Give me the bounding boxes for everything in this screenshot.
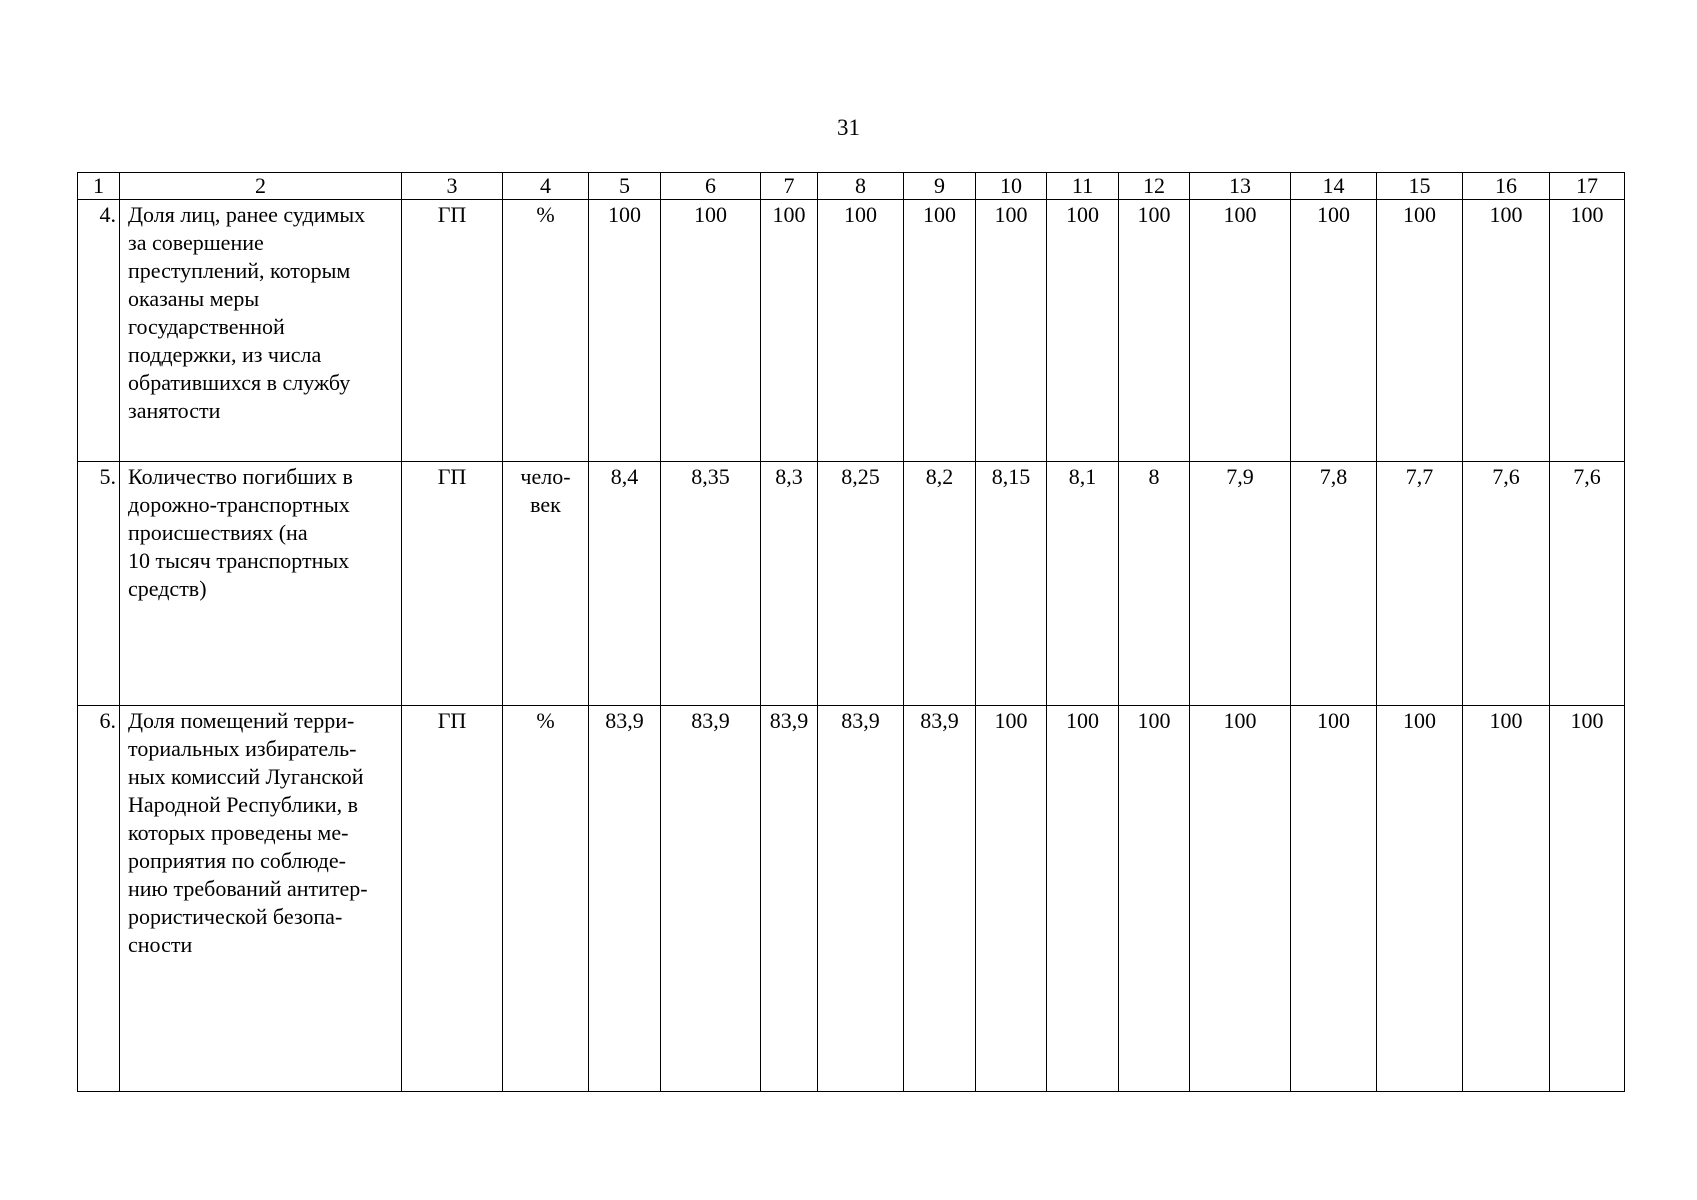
unit-cell: [503, 200, 589, 462]
value-cell: 7,6: [1550, 462, 1625, 706]
row-number: 5.: [78, 462, 120, 706]
description-line: ториальных избиратель-: [128, 736, 357, 761]
description-line: рористической безопа-: [128, 904, 343, 929]
value-cell: 100: [1463, 706, 1550, 1092]
column-number: 7: [761, 173, 818, 200]
program-cell: ГП: [402, 462, 503, 706]
description-line: обратившихся в службу: [128, 370, 351, 395]
column-number: 2: [120, 173, 402, 200]
description-line: сности: [128, 932, 193, 957]
value-cell: 100: [661, 200, 761, 462]
column-number: 10: [976, 173, 1047, 200]
value-cell: 100: [976, 200, 1047, 462]
value-cell: 100: [1190, 200, 1291, 462]
value-cell: 8,15: [976, 462, 1047, 706]
value-cell: 8,1: [1047, 462, 1119, 706]
description-line: Доля помещений терри-: [128, 708, 355, 733]
value-cell: 83,9: [904, 706, 976, 1092]
description-line: происшествиях (на: [128, 520, 308, 545]
row-number: 6.: [78, 706, 120, 1092]
column-number: 16: [1463, 173, 1550, 200]
value-cell: 100: [1377, 706, 1463, 1092]
column-number: 9: [904, 173, 976, 200]
unit-line: %: [536, 202, 555, 227]
description-line: дорожно-транспортных: [128, 492, 350, 517]
value-cell: 83,9: [761, 706, 818, 1092]
value-cell: 100: [1119, 706, 1190, 1092]
value-cell: 8,25: [818, 462, 904, 706]
value-cell: 100: [904, 200, 976, 462]
unit-line: век: [530, 492, 561, 517]
value-cell: 83,9: [661, 706, 761, 1092]
value-cell: 7,7: [1377, 462, 1463, 706]
description-line: нию требований антитер-: [128, 876, 368, 901]
value-cell: 100: [1291, 200, 1377, 462]
unit-line: %: [536, 708, 555, 733]
indicator-description: [120, 200, 402, 462]
column-number: 14: [1291, 173, 1377, 200]
value-cell: 100: [1377, 200, 1463, 462]
program-cell: ГП: [402, 200, 503, 462]
value-cell: 8,35: [661, 462, 761, 706]
value-cell: 100: [818, 200, 904, 462]
row-number: 4.: [78, 200, 120, 462]
description-line: оказаны меры: [128, 286, 260, 311]
value-cell: 100: [976, 706, 1047, 1092]
value-cell: 8,2: [904, 462, 976, 706]
value-cell: 100: [589, 200, 661, 462]
value-cell: 100: [1463, 200, 1550, 462]
indicator-description: [120, 706, 402, 1092]
column-number: 6: [661, 173, 761, 200]
table-row: [78, 462, 1625, 706]
value-cell: 8,4: [589, 462, 661, 706]
column-number: 17: [1550, 173, 1625, 200]
value-cell: 83,9: [589, 706, 661, 1092]
value-cell: 7,9: [1190, 462, 1291, 706]
value-cell: 8: [1119, 462, 1190, 706]
description-line: ных комиссий Луганской: [128, 764, 364, 789]
value-cell: 83,9: [818, 706, 904, 1092]
unit-cell: [503, 462, 589, 706]
value-cell: 100: [1119, 200, 1190, 462]
column-number: 8: [818, 173, 904, 200]
description-line: поддержки, из числа: [128, 342, 322, 367]
description-line: роприятия по соблюде-: [128, 848, 346, 873]
column-number-row: [78, 173, 1625, 200]
description-line: за совершение: [128, 230, 264, 255]
description-line: Доля лиц, ранее судимых: [128, 202, 366, 227]
value-cell: 100: [1190, 706, 1291, 1092]
unit-line: чело-: [520, 464, 571, 489]
description-line: государственной: [128, 314, 285, 339]
value-cell: 100: [1047, 706, 1119, 1092]
description-line: занятости: [128, 398, 221, 423]
value-cell: 100: [1550, 706, 1625, 1092]
value-cell: 7,6: [1463, 462, 1550, 706]
unit-cell: [503, 706, 589, 1092]
table-row: [78, 706, 1625, 1092]
column-number: 3: [402, 173, 503, 200]
column-number: 5: [589, 173, 661, 200]
description-line: преступлений, которым: [128, 258, 351, 283]
description-line: средств): [128, 576, 207, 601]
table-row: [78, 200, 1625, 462]
description-line: Количество погибших в: [128, 464, 353, 489]
column-number: 13: [1190, 173, 1291, 200]
column-number: 15: [1377, 173, 1463, 200]
value-cell: 100: [1550, 200, 1625, 462]
value-cell: 100: [1047, 200, 1119, 462]
value-cell: 100: [1291, 706, 1377, 1092]
value-cell: 8,3: [761, 462, 818, 706]
column-number: 1: [78, 173, 120, 200]
description-line: 10 тысяч транспортных: [128, 548, 350, 573]
indicator-description: [120, 462, 402, 706]
column-number: 12: [1119, 173, 1190, 200]
column-number: 11: [1047, 173, 1119, 200]
description-line: которых проведены ме-: [128, 820, 349, 845]
indicators-table: [77, 172, 1625, 1092]
column-number: 4: [503, 173, 589, 200]
description-line: Народной Республики, в: [128, 792, 359, 817]
program-cell: ГП: [402, 706, 503, 1092]
value-cell: 7,8: [1291, 462, 1377, 706]
value-cell: 100: [761, 200, 818, 462]
page-number: 31: [837, 115, 860, 140]
